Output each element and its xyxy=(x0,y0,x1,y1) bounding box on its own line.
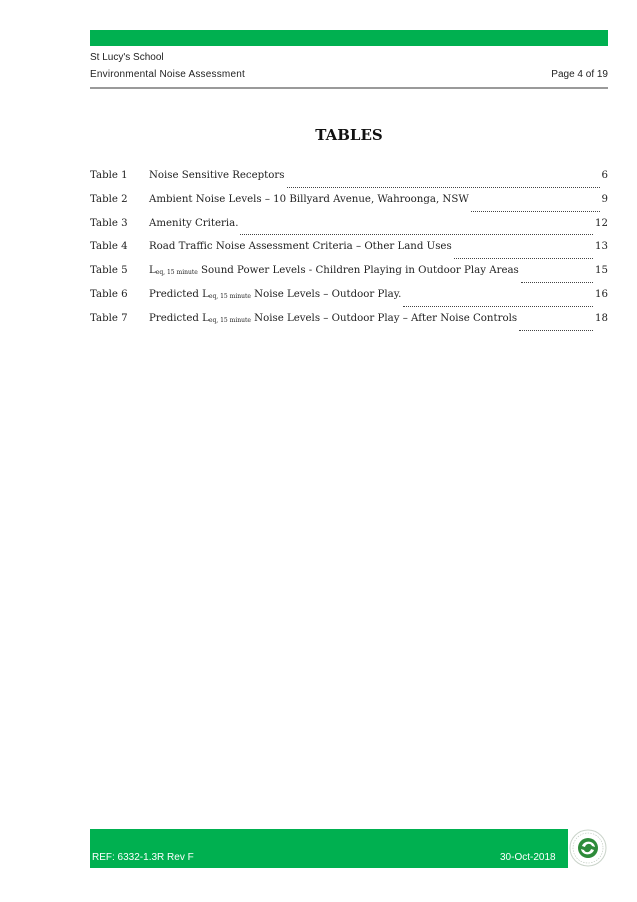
toc-entry-title: $L_{eq, 15 minute}$ Sound Power Levels - Children Playing in Outdoor Play Areas xyxy=(149,265,519,277)
header-school-name: St Lucy's School xyxy=(90,52,164,63)
toc-entry[interactable] xyxy=(90,241,608,265)
toc-entry-title: Ambient Noise Levels – 10 Billyard Avenue, Wahroonga, NSW xyxy=(149,193,469,205)
toc-entry[interactable] xyxy=(90,194,608,218)
toc-entry-page: 13 xyxy=(595,241,608,253)
table-of-tables xyxy=(90,170,608,337)
toc-entry-title: Predicted $L_{eq, 15 minute}$ Noise Levels – Outdoor Play. xyxy=(149,288,402,300)
toc-entry-page: 12 xyxy=(595,217,608,229)
page-title: TABLES xyxy=(315,126,383,144)
toc-leader-dots xyxy=(287,186,600,188)
toc-entry[interactable] xyxy=(90,265,608,289)
toc-entry-number: Table 5 xyxy=(90,265,128,277)
toc-leader-dots xyxy=(454,257,593,259)
toc-entry-number: Table 7 xyxy=(90,312,128,324)
toc-entry-title: Amenity Criteria. xyxy=(149,217,239,229)
toc-leader-dots xyxy=(519,329,593,331)
toc-entry-title: Predicted $L_{eq, 15 minute}$ Noise Levels – Outdoor Play – After Noise Controls xyxy=(149,312,518,324)
toc-entry-number: Table 2 xyxy=(90,193,128,205)
toc-entry[interactable] xyxy=(90,313,608,337)
toc-entry-number: Table 4 xyxy=(90,241,128,253)
header-document-title: Environmental Noise Assessment xyxy=(90,69,245,80)
header-divider xyxy=(90,87,608,89)
footer-date: 30-Oct-2018 xyxy=(500,852,556,863)
toc-entry-title: Noise Sensitive Receptors xyxy=(149,170,285,181)
toc-entry[interactable] xyxy=(90,170,608,194)
toc-entry-page: 9 xyxy=(601,193,608,205)
toc-leader-dots xyxy=(403,305,593,307)
toc-entry-number: Table 6 xyxy=(90,288,128,300)
toc-entry[interactable] xyxy=(90,218,608,242)
toc-entry-title: Road Traffic Noise Assessment Criteria – Other Land Uses xyxy=(149,241,452,253)
toc-entry-page: 16 xyxy=(595,288,608,300)
header-page-number: Page 4 of 19 xyxy=(551,69,608,80)
toc-entry-number: Table 1 xyxy=(90,170,128,181)
footer-reference: REF: 6332-1.3R Rev F xyxy=(92,852,194,863)
toc-leader-dots xyxy=(471,210,600,212)
toc-entry[interactable] xyxy=(90,289,608,313)
toc-entry-number: Table 3 xyxy=(90,217,128,229)
toc-entry-page: 6 xyxy=(601,170,608,181)
toc-leader-dots xyxy=(521,281,593,283)
toc-leader-dots xyxy=(240,233,593,235)
toc-entry-page: 15 xyxy=(595,265,608,277)
header-green-bar xyxy=(90,30,608,46)
toc-entry-page: 18 xyxy=(595,312,608,324)
company-logo-icon xyxy=(568,828,608,868)
